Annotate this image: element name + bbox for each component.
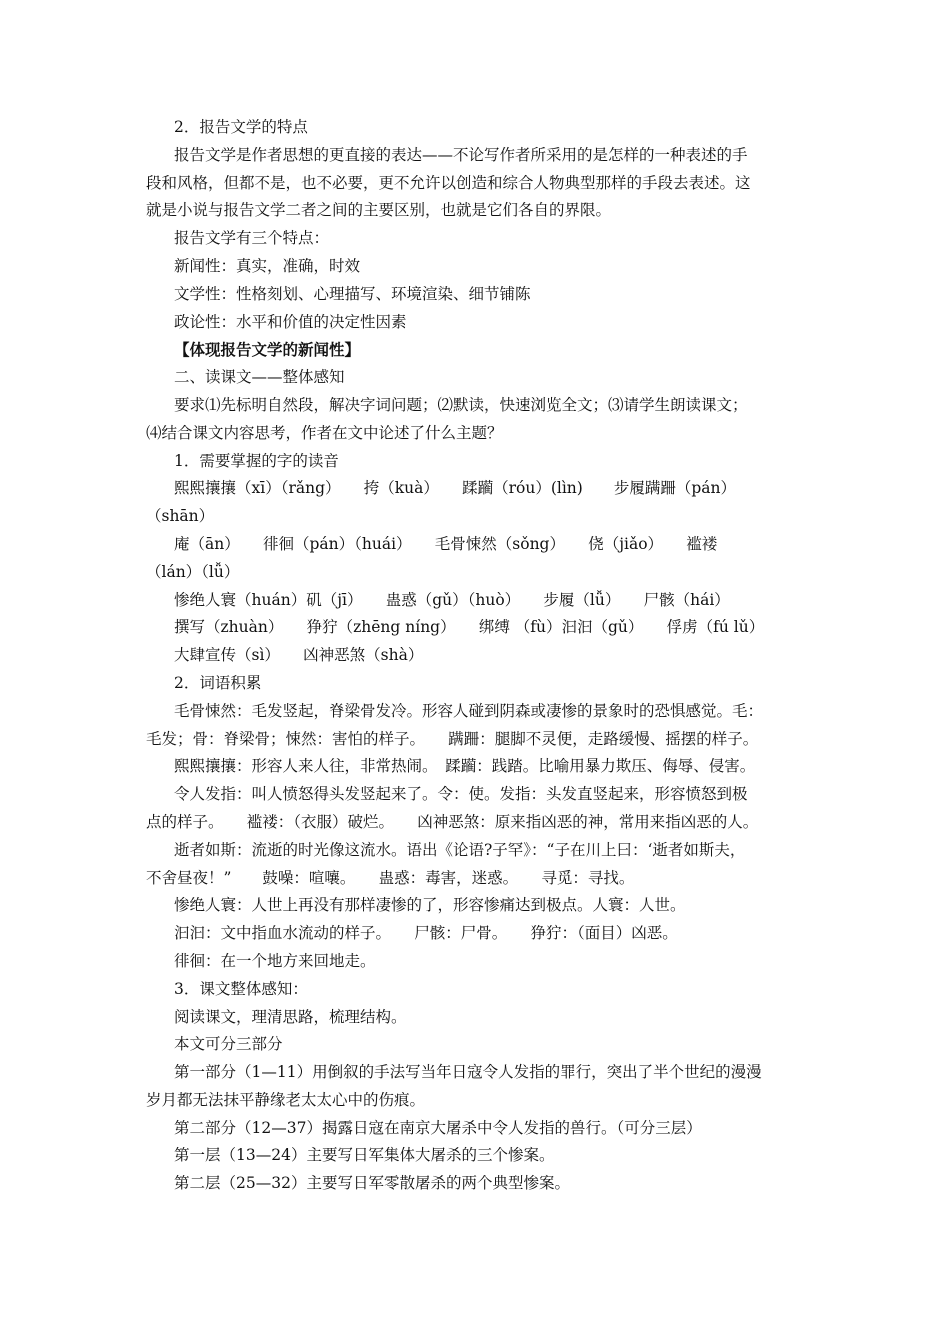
text-line: 岁月都无法抹平静缘老太太心中的伤痕。 bbox=[146, 1090, 426, 1109]
text-line: （shān） bbox=[146, 507, 215, 526]
text-line: 2．词语积累 bbox=[174, 673, 262, 692]
text-line: 庵（ān） 徘徊（pán）（huái） 毛骨悚然（sǒng） 侥（jiǎo） 褴褛 bbox=[174, 534, 718, 553]
text-line: 段和风格，但都不是，也不必要，更不允许以创造和综合人物典型那样的手段去表述。这 bbox=[146, 173, 751, 192]
text-line: （lán）（lǚ） bbox=[146, 562, 240, 581]
text-line: 令人发指：叫人愤怒得头发竖起来了。令：使。发指：头发直竖起来，形容愤怒到极 bbox=[174, 785, 748, 804]
text-line: 第二层（25—32）主要写日军零散屠杀的两个典型惨案。 bbox=[174, 1174, 570, 1193]
text-line: 2．报告文学的特点 bbox=[174, 118, 308, 136]
text-line: 第二部分（12—37）揭露日寇在南京大屠杀中令人发指的兽行。（可分三层） bbox=[174, 1118, 702, 1137]
text-line: 撰写（zhuàn） 狰狞（zhēng níng） 绑缚 （fù）汩汩（gǔ） 俘虏（fú lǔ） bbox=[174, 618, 765, 637]
text-line: 不舍昼夜！” 鼓噪：喧嚷。 蛊惑：毒害，迷惑。 寻觅：寻找。 bbox=[146, 868, 635, 887]
text-line: 新闻性：真实，准确，时效 bbox=[174, 256, 361, 275]
text-line: 熙熙攘攘：形容人来人往，非常热闹。 蹂躏：践踏。比喻用暴力欺压、侮辱、侵害。 bbox=[174, 757, 756, 776]
text-line: 惨绝人寰：人世上再没有那样凄惨的了，形容惨痛达到极点。人寰：人世。 bbox=[174, 896, 686, 915]
text-line: 逝者如斯：流逝的时光像这流水。语出《论语?子罕》：“子在川上曰：‘逝者如斯夫， bbox=[174, 840, 746, 859]
text-line: 就是小说与报告文学二者之间的主要区别，也就是它们各自的界限。 bbox=[146, 201, 612, 220]
text-line: 二、读课文——整体感知 bbox=[174, 368, 345, 387]
text-line: 大肆宣传（sì） 凶神恶煞（shà） bbox=[174, 646, 424, 665]
text-line: 【体现报告文学的新闻性】 bbox=[174, 340, 361, 360]
text-line: 政论性：水平和价值的决定性因素 bbox=[174, 312, 407, 331]
text-line: 1．需要掌握的字的读音 bbox=[174, 451, 339, 470]
text-line: 3．课文整体感知： bbox=[174, 979, 308, 998]
document-page bbox=[146, 114, 816, 1198]
text-line: 第一层（13—24）主要写日军集体大屠杀的三个惨案。 bbox=[174, 1146, 555, 1165]
text-line: 毛骨悚然：毛发竖起，脊梁骨发冷。形容人碰到阴森或凄惨的景象时的恐惧感觉。毛： bbox=[174, 701, 764, 720]
text-line: 惨绝人寰（huán）矶（jī） 蛊惑（gǔ）（huò） 步履（lǚ） 尸骸（hái） bbox=[174, 590, 730, 609]
text-line: 汩汩：文中指血水流动的样子。 尸骸：尸骨。 狰狞：（面目）凶恶。 bbox=[174, 924, 678, 943]
text-line: ⑷结合课文内容思考，作者在文中论述了什么主题？ bbox=[146, 423, 503, 442]
text-line: 要求⑴先标明自然段，解决字词问题；⑵默读，快速浏览全文；⑶请学生朗读课文； bbox=[174, 395, 748, 414]
text-line: 熙熙攘攘（xī）（rǎng） 挎（kuà） 蹂躏（róu）(lìn) 步履蹒跚（pán） bbox=[174, 479, 736, 498]
text-line: 文学性：性格刻划、心理描写、环境渲染、细节铺陈 bbox=[174, 284, 531, 303]
text-line: 徘徊：在一个地方来回地走。 bbox=[174, 951, 376, 970]
text-line: 点的样子。 褴褛：（衣服）破烂。 凶神恶煞：原来指凶恶的神，常用来指凶恶的人。 bbox=[146, 812, 759, 831]
text-line: 本文可分三部分 bbox=[174, 1035, 283, 1054]
text-line: 报告文学是作者思想的更直接的表达——不论写作者所采用的是怎样的一种表述的手 bbox=[174, 145, 748, 164]
text-line: 阅读课文，理清思路，梳理结构。 bbox=[174, 1007, 407, 1026]
text-line: 第一部分（1—11）用倒叙的手法写当年日寇令人发指的罪行，突出了半个世纪的漫漫 bbox=[174, 1063, 762, 1082]
text-line: 毛发；骨：脊梁骨；悚然：害怕的样子。 蹒跚：腿脚不灵便，走路缓慢、摇摆的样子。 bbox=[146, 729, 759, 748]
text-line: 报告文学有三个特点： bbox=[174, 229, 330, 248]
